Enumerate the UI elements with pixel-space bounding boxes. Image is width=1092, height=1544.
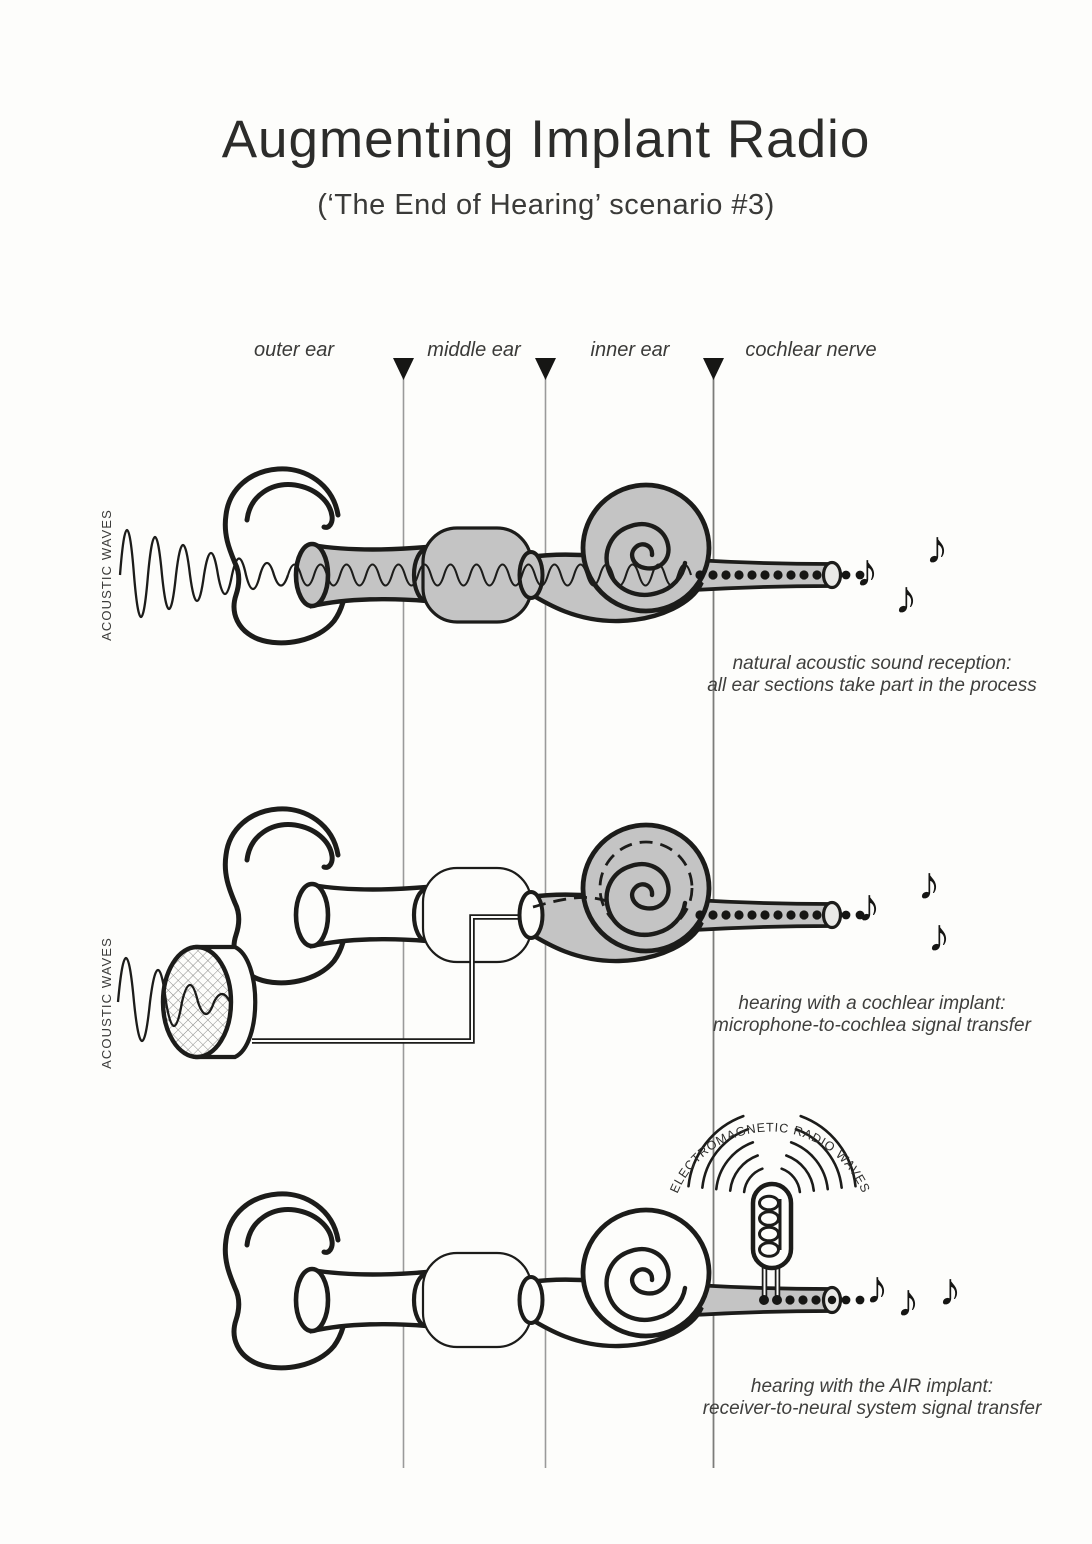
column-marker-icon bbox=[703, 358, 724, 380]
column-header-outer-ear: outer ear bbox=[253, 339, 335, 361]
middle-ear bbox=[423, 1253, 531, 1347]
music-note-icon: ♪ bbox=[896, 1274, 920, 1326]
cochlea bbox=[529, 485, 709, 621]
caption-line: all ear sections take part in the process bbox=[707, 675, 1037, 696]
music-note-icon: ♪ bbox=[938, 1263, 962, 1315]
music-note-icon: ♪ bbox=[894, 571, 918, 623]
caption-line: microphone-to-cochlea signal transfer bbox=[713, 1015, 1031, 1036]
cochlea bbox=[529, 1210, 709, 1346]
music-note-icon: ♪ bbox=[865, 1261, 889, 1313]
column-marker-icon bbox=[535, 358, 556, 380]
row-air-implant bbox=[225, 1108, 1042, 1419]
ear-canal bbox=[296, 1269, 440, 1331]
music-note-icon: ♪ bbox=[855, 544, 879, 596]
column-header-middle-ear: middle ear bbox=[427, 339, 521, 361]
caption-line: hearing with the AIR implant: bbox=[750, 1376, 994, 1397]
music-note-icon: ♪ bbox=[857, 879, 881, 931]
caption-line: natural acoustic sound reception: bbox=[732, 653, 1012, 674]
oval-window bbox=[520, 892, 543, 938]
page-subtitle: (‘The End of Hearing’ scenario #3) bbox=[317, 189, 775, 221]
music-note-icon: ♪ bbox=[917, 857, 941, 909]
acoustic-waves-label: ACOUSTIC WAVES bbox=[99, 937, 114, 1069]
row-cochlear-implant bbox=[99, 809, 1032, 1069]
cochlea bbox=[529, 825, 709, 961]
row-natural-hearing bbox=[99, 469, 1037, 696]
acoustic-wave-incoming bbox=[120, 530, 288, 617]
column-header-cochlear-nerve: cochlear nerve bbox=[745, 339, 877, 361]
column-marker-icon bbox=[393, 358, 414, 380]
air-implant-receiver bbox=[753, 1184, 791, 1299]
oval-window bbox=[520, 1277, 543, 1323]
acoustic-waves-label: ACOUSTIC WAVES bbox=[99, 509, 114, 641]
music-note-icon: ♪ bbox=[927, 909, 951, 961]
microphone bbox=[163, 947, 255, 1057]
column-headers bbox=[254, 339, 877, 361]
middle-ear bbox=[423, 528, 531, 622]
caption-line: hearing with a cochlear implant: bbox=[738, 993, 1006, 1014]
caption-line: receiver-to-neural system signal transfer bbox=[702, 1398, 1042, 1419]
page-title: Augmenting Implant Radio bbox=[221, 110, 871, 169]
electromagnetic-radio-waves-label: ELECTROMAGNETIC RADIO WAVES bbox=[667, 1120, 873, 1196]
ear-canal bbox=[296, 884, 440, 946]
column-header-inner-ear: inner ear bbox=[590, 339, 670, 361]
music-note-icon: ♪ bbox=[925, 521, 949, 573]
